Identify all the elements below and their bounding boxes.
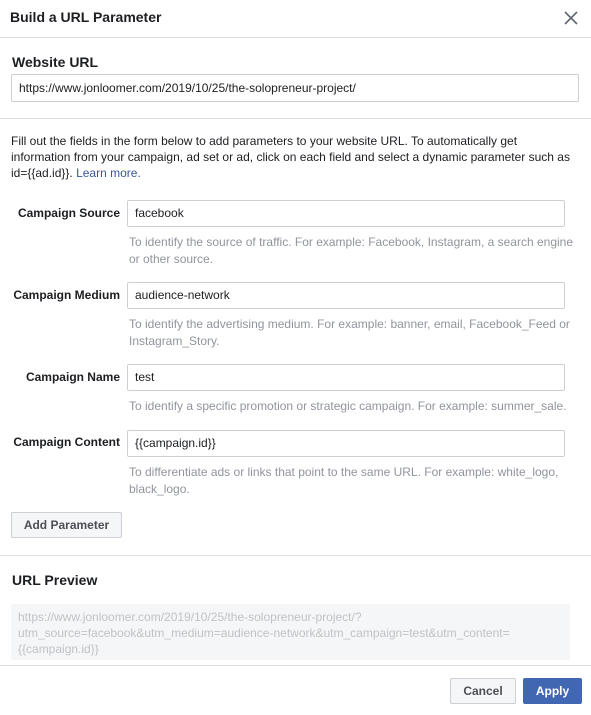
cancel-button[interactable]: Cancel [450, 678, 516, 704]
campaign-content-input[interactable]: {{campaign.id}} [127, 430, 565, 457]
campaign-content-help: To differentiate ads or links that point to the same URL. For example: white_logo, black_logo. [129, 465, 559, 496]
campaign-source-input[interactable]: facebook [127, 200, 565, 227]
campaign-medium-help: To identify the advertising medium. For example: banner, email, Facebook_Feed or Instagram_Story. [129, 317, 570, 348]
intro-description: Fill out the fields in the form below to add parameters to your website URL. To automatically get information from your campaign, ad set or ad, click on each field and select a dynamic parameter such as id={{ad.id}}. [11, 134, 570, 180]
url-preview-line: utm_source=facebook&utm_medium=audience-network&utm_campaign=test&utm_content= [18, 626, 510, 640]
campaign-name-input[interactable]: test [127, 364, 565, 391]
url-preview-label: URL Preview [12, 572, 98, 588]
dialog-title: Build a URL Parameter [10, 9, 162, 25]
section-divider [0, 118, 591, 119]
apply-button[interactable]: Apply [523, 678, 582, 704]
campaign-medium-input[interactable]: audience-network [127, 282, 565, 309]
intro-text [11, 133, 579, 181]
close-button[interactable] [559, 6, 583, 30]
url-preview-box [11, 604, 570, 660]
campaign-medium-label: Campaign Medium [13, 288, 120, 302]
close-icon [559, 6, 583, 30]
campaign-source-label: Campaign Source [17, 206, 120, 220]
url-preview-line: https://www.jonloomer.com/2019/10/25/the-solopreneur-project/? [18, 610, 362, 624]
url-preview-line: {{campaign.id}} [18, 642, 99, 656]
add-parameter-button[interactable]: Add Parameter [11, 512, 122, 538]
website-url-label: Website URL [12, 54, 99, 70]
footer-divider [0, 665, 591, 666]
website-url-input[interactable]: https://www.jonloomer.com/2019/10/25/the-solopreneur-project/ [11, 74, 579, 102]
section-divider [0, 555, 591, 556]
campaign-name-label: Campaign Name [25, 370, 120, 384]
campaign-content-label: Campaign Content [13, 435, 120, 449]
learn-more-link[interactable]: Learn more. [76, 166, 141, 180]
campaign-name-help: To identify a specific promotion or strategic campaign. For example: summer_sale. [129, 399, 567, 413]
dialog-header [0, 0, 591, 38]
campaign-source-help: To identify the source of traffic. For example: Facebook, Instagram, a search engine or other source. [129, 235, 574, 266]
